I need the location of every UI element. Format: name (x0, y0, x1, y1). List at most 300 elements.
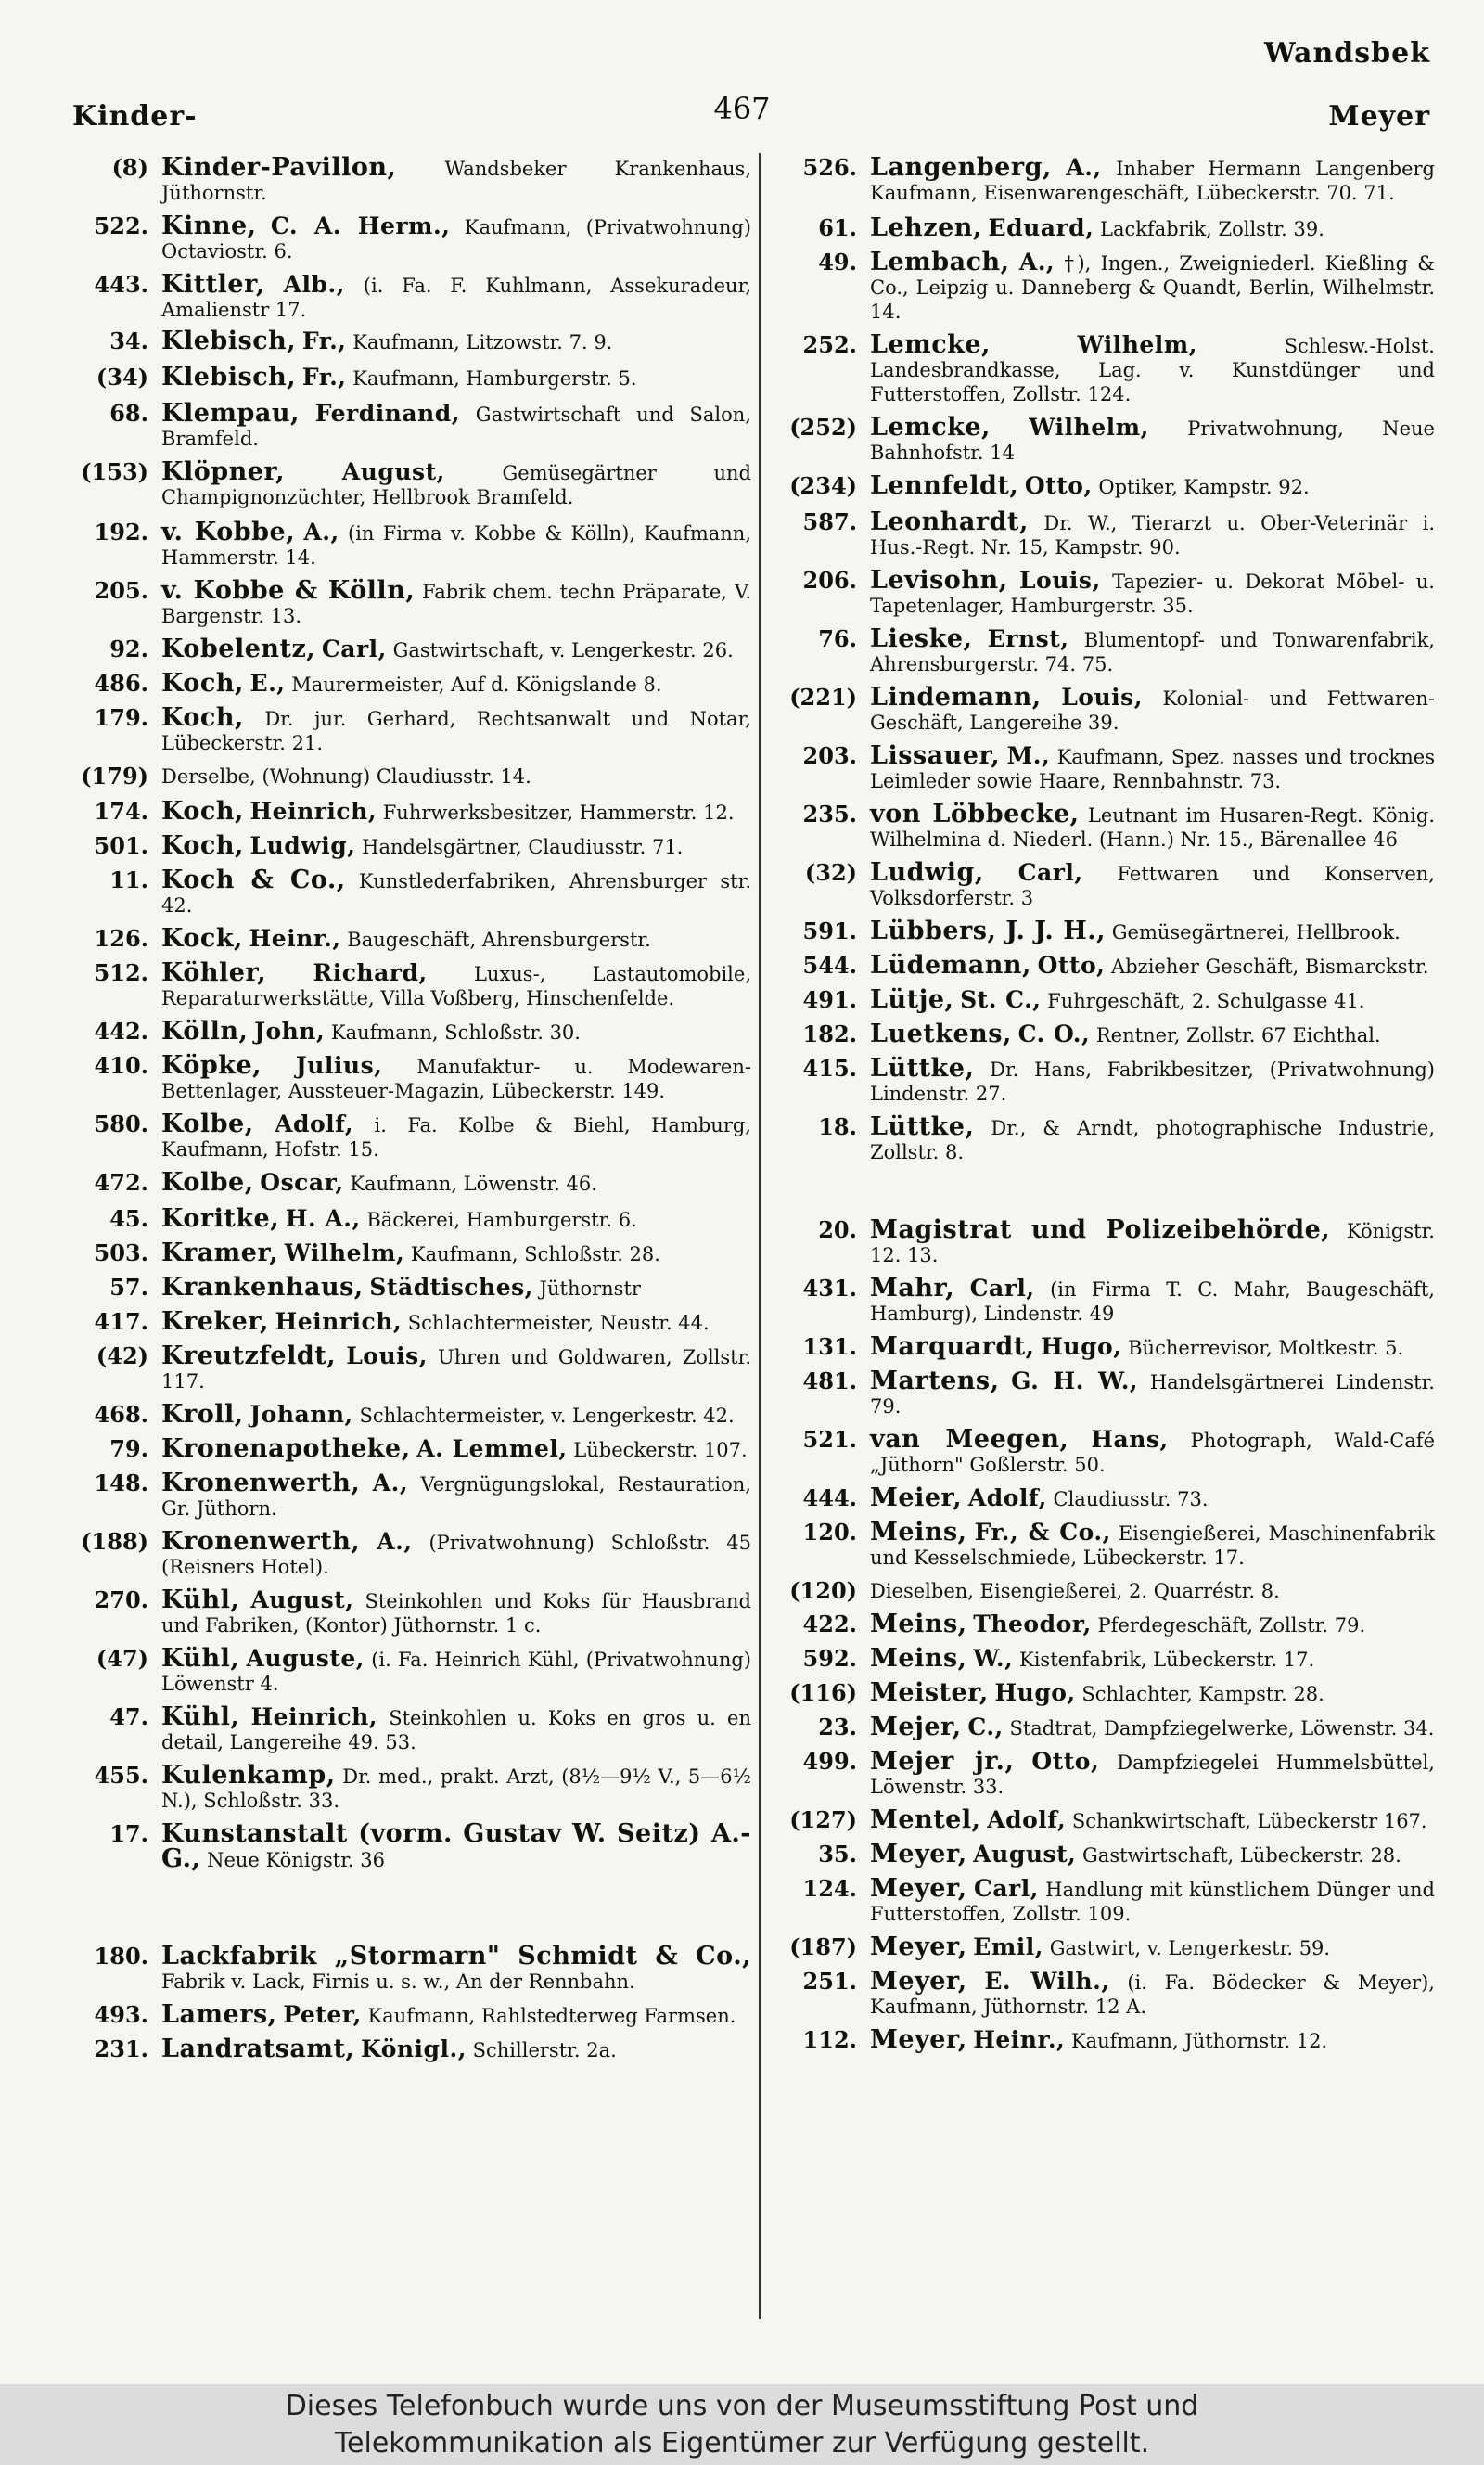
entry-details: Tapezier- u. Dekorat Möbel- u. Tapetenlager, Hamburgerstr. 35. (870, 571, 1435, 617)
entry-text (870, 1715, 1435, 1740)
entry-text (161, 1017, 751, 1046)
entry-name: Ludwig, (870, 858, 984, 887)
entry-given-name: C. O., (1017, 1021, 1091, 1047)
entry-phone-number: 124. (802, 1875, 857, 1902)
entry-given-name: Otto, (1037, 952, 1106, 979)
entry-given-name: Auguste, (246, 1645, 365, 1672)
entry-given-name: G. H. W., (1011, 1367, 1139, 1394)
entry-details: Kaufmann, Jüthornstr. 12. (1070, 2030, 1328, 2052)
entry-details: Handelsgärtner, Claudiusstr. 71. (362, 836, 684, 858)
entry-details: Dr. jur. Gerhard, Rechtsanwalt und Notar, Lübeckerstr. 21. (161, 708, 751, 754)
entry-name: Lüttke, (870, 1054, 975, 1083)
entry-phone-number: (153) (81, 458, 148, 485)
entry-text (870, 741, 1435, 793)
directory-entry (772, 1518, 1435, 1570)
entry-phone-number: 486. (94, 670, 148, 697)
entry-given-name: Johann, (249, 1401, 353, 1428)
entry-text (161, 520, 751, 570)
entry-phone-number: 35. (818, 1841, 857, 1868)
entry-phone-number: 481. (802, 1367, 857, 1394)
entry-given-name: Heinrich, (249, 798, 377, 825)
entry-phone-number: 20. (818, 1216, 857, 1243)
entry-text (870, 1842, 1435, 1868)
entry-details: Maurermeister, Auf d. Königslande 8. (291, 674, 662, 696)
entry-text (161, 924, 751, 953)
entry-details: Kaufmann, Schloßstr. 28. (410, 1243, 660, 1265)
directory-entry (772, 1215, 1435, 1267)
entry-details: Neue Königstr. 36 (207, 1849, 385, 1871)
entry-given-name: A., (1066, 154, 1102, 181)
entry-text (161, 637, 751, 662)
entry-text (161, 153, 751, 205)
entry-details: Bücherrevisor, Moltkestr. 5. (1128, 1337, 1404, 1359)
entry-given-name: Fr., (301, 327, 347, 354)
entry-phone-number: 468. (94, 1401, 148, 1428)
entry-given-name: Carl, (321, 636, 387, 662)
entry-text (161, 363, 751, 392)
entry-details: Baugeschäft, Ahrensburgerstr. (347, 929, 651, 951)
entry-name: Meins, (870, 1644, 967, 1673)
directory-entry (772, 1678, 1435, 1707)
directory-entry (772, 741, 1435, 793)
entry-name: Lemcke, (870, 413, 991, 442)
entry-details: Kaufmann, Schloßstr. 30. (330, 1021, 581, 1044)
entry-details: Gastwirtschaft und Salon, Bramfeld. (161, 404, 751, 450)
entry-name: Lemcke, (870, 330, 991, 359)
entry-text (161, 1307, 751, 1336)
entry-text (870, 1332, 1435, 1361)
entry-name: Levisohn, (870, 566, 1008, 595)
entry-phone-number: 472. (94, 1169, 148, 1196)
directory-entry (772, 1274, 1435, 1326)
entry-name: Magistrat und Polizeibehörde, (870, 1215, 1331, 1244)
entry-given-name: E. Wilh., (984, 1968, 1110, 1995)
entry-text (161, 1942, 751, 1994)
entry-name: Mahr, (870, 1274, 955, 1303)
entry-name: Landratsamt, (161, 2035, 355, 2063)
entry-text (870, 1874, 1435, 1926)
entry-details: Rentner, Zollstr. 67 Eichthal. (1095, 1024, 1381, 1046)
entry-phone-number: 23. (818, 1714, 857, 1740)
footer-line-2: Telekommunikation als Eigentümer zur Verfügung gestellt. (334, 2427, 1150, 2459)
entry-given-name: Hugo, (1041, 1333, 1122, 1360)
entry-text (161, 1644, 751, 1696)
entry-name: Kulenkamp, (161, 1761, 336, 1790)
entry-name: Meins, (870, 1518, 967, 1547)
entry-name: Lissauer, (870, 741, 1001, 770)
entry-name: Meins, (870, 1610, 967, 1638)
entry-phone-number: 49. (818, 249, 857, 276)
directory-entry (772, 213, 1435, 242)
entry-phone-number: 503. (94, 1239, 148, 1266)
entry-name: Lembach, (870, 248, 1010, 276)
directory-entry (772, 153, 1435, 205)
entry-phone-number: 203. (802, 742, 857, 769)
entry-text (870, 330, 1435, 406)
entry-details: Fettwaren und Konserven, Volksdorferstr. 3 (870, 863, 1435, 909)
entry-details: Photograph, Wald-Café „Jüthorn" Goßlerstr. 50. (870, 1430, 1435, 1476)
directory-entry (772, 1112, 1435, 1164)
entry-given-name: Hugo, (994, 1679, 1076, 1706)
entry-phone-number: 131. (802, 1333, 857, 1360)
entry-given-name: A., (372, 1470, 409, 1496)
entry-name: Köpke, (161, 1051, 262, 1080)
entry-name: Lindemann, (870, 683, 1042, 712)
entry-text (161, 1702, 751, 1754)
entry-phone-number: 493. (94, 2001, 148, 2028)
entry-name: Köhler, (161, 958, 267, 987)
entry-given-name: Emil, (973, 1933, 1043, 1960)
entry-details: Manufaktur- u. Modewaren-Bettenlager, Aussteuer-Magazin, Lübeckerstr. 149. (161, 1056, 751, 1102)
entry-phone-number: 112. (802, 2026, 857, 2053)
entry-phone-number: 444. (802, 1484, 857, 1511)
entry-name: Kühl, (161, 1644, 240, 1673)
entry-name: Kreutzfeldt, (161, 1342, 337, 1370)
entry-name: Koch, (161, 797, 244, 826)
entry-phone-number: 11. (109, 867, 148, 893)
entry-phone-number: 92. (109, 636, 148, 662)
entry-details: Gastwirt, v. Lengerkestr. 59. (1049, 1937, 1331, 1959)
directory-entry (56, 1168, 751, 1197)
entry-details: Leutnant im Husaren-Regt. König. Wilhelmina d. Niederl. (Hann.) Nr. 15., Bärenallee 46 (870, 804, 1435, 851)
entry-given-name: Alb., (283, 271, 345, 298)
entry-phone-number: 79. (109, 1435, 148, 1462)
entry-name: Langenberg, (870, 153, 1052, 182)
entry-details: Schlachtermeister, Neustr. 44. (407, 1312, 710, 1334)
entry-text (870, 1678, 1435, 1707)
directory-entry (56, 1273, 751, 1302)
entry-phone-number: (179) (81, 763, 148, 790)
entry-details: Gastwirtschaft, Lübeckerstr. 28. (1082, 1844, 1401, 1867)
entry-details: (i. Fa. Heinrich Kühl, (Privatwohnung) Löwenstr 4. (161, 1649, 751, 1695)
entry-phone-number: (252) (789, 414, 857, 441)
entry-phone-number: (234) (789, 472, 857, 499)
entry-details: Inhaber Hermann Langenberg Kaufmann, Eisenwarengeschäft, Lübeckerstr. 70. 71. (870, 158, 1435, 204)
directory-entry (772, 1932, 1435, 1961)
directory-entry (56, 399, 751, 451)
directory-entry (772, 1483, 1435, 1512)
directory-entry (772, 802, 1435, 852)
entry-text (870, 985, 1435, 1014)
directory-entry (56, 1471, 751, 1521)
entry-name: Lackfabrik „Stormarn" Schmidt & Co., (161, 1942, 751, 1971)
directory-entry (56, 1702, 751, 1754)
directory-entry (56, 1588, 751, 1637)
entry-details: Handlung mit künstlichem Dünger und Futterstoffen, Zollstr. 109. (870, 1879, 1435, 1925)
entry-given-name: Wilhelm, (1029, 414, 1149, 441)
entry-name: Kroll, (161, 1400, 244, 1429)
entry-details: Dampfziegelei Hummelsbüttel, Löwenstr. 33. (870, 1752, 1435, 1798)
header-city: Wandsbek (1263, 37, 1430, 70)
entry-details: (in Firma T. C. Mahr, Baugeschäft, Hamburg), Lindenstr. 49 (870, 1278, 1435, 1325)
entry-text (161, 1241, 751, 1266)
entry-text (870, 153, 1435, 205)
entry-phone-number: 174. (94, 798, 148, 825)
entry-text (161, 669, 751, 698)
directory-entry (772, 250, 1435, 324)
entry-text (161, 797, 751, 826)
entry-given-name: Hans, (1091, 1426, 1169, 1453)
directory-entry (772, 2025, 1435, 2054)
entry-given-name: Carl, (1017, 859, 1083, 886)
entry-text (161, 1168, 751, 1197)
entry-text (161, 2037, 751, 2062)
entry-name: Klempau, (161, 399, 300, 428)
entry-given-name: E., (249, 670, 286, 697)
entry-phone-number: (120) (789, 1577, 857, 1604)
entry-given-name: A. Lemmel, (416, 1435, 568, 1462)
directory-entry (772, 1874, 1435, 1926)
entry-phone-number: 270. (94, 1586, 148, 1613)
entry-name: Marquardt, (870, 1332, 1035, 1361)
entry-details: i. Fa. Kolbe & Biehl, Hamburg, Kaufmann, Hofstr. 15. (161, 1114, 751, 1161)
entry-details: (i. Fa. F. Kuhlmann, Assekuradeur, Amalienstr 17. (161, 275, 751, 321)
entry-details: Fabrik chem. techn Präparate, V. Bargenstr. 13. (161, 581, 751, 627)
entry-text (161, 2000, 751, 2029)
entry-details: Schlachter, Kampstr. 28. (1081, 1683, 1324, 1705)
entry-phone-number: 415. (802, 1055, 857, 1082)
entry-name: Kronenwerth, (161, 1527, 361, 1556)
entry-name: Kühl, (161, 1586, 240, 1614)
entry-given-name: Louis, (1018, 567, 1101, 594)
entry-given-name: Peter, (283, 2001, 362, 2028)
entry-given-name: Ludwig, (249, 832, 356, 859)
column-divider (759, 153, 761, 2319)
page-number: 467 (713, 91, 771, 126)
entry-phone-number: (221) (789, 684, 857, 711)
entry-details: Schillerstr. 2a. (472, 2039, 617, 2061)
entry-name: Klebisch, (161, 327, 297, 355)
directory-entry (772, 951, 1435, 980)
entry-given-name: Heinrich, (275, 1308, 403, 1335)
entry-details: Kaufmann, Litzowstr. 7. 9. (352, 331, 613, 353)
directory-entry (772, 1842, 1435, 1868)
entry-phone-number: (42) (96, 1342, 148, 1369)
entry-text (161, 1400, 751, 1429)
entry-text (870, 1967, 1435, 2019)
directory-entry (56, 1112, 751, 1162)
directory-entry (56, 764, 751, 789)
entry-details: Kaufmann, Löwenstr. 46. (350, 1173, 597, 1195)
directory-entry (56, 2037, 751, 2062)
entry-text (161, 457, 751, 509)
entry-name: Kreker, (161, 1307, 269, 1336)
directory-entry (772, 1805, 1435, 1834)
entry-phone-number: (188) (81, 1528, 148, 1555)
directory-entry (56, 576, 751, 628)
entry-given-name: Adolf, (967, 1484, 1047, 1511)
entry-details: Blumentopf- und Tonwarenfabrik, Ahrensburgerstr. 74. 75. (870, 629, 1435, 675)
directory-entry (56, 520, 751, 570)
entry-name: v. Kobbe & Kölln, (161, 576, 416, 605)
entry-name: Kölln, (161, 1017, 249, 1046)
entry-phone-number: (116) (789, 1679, 857, 1706)
entry-given-name: August, (250, 1586, 354, 1613)
entry-details: Derselbe, (Wohnung) Claudiusstr. 14. (161, 765, 531, 788)
entry-given-name: Fr., (301, 364, 347, 391)
entry-phone-number: (34) (96, 364, 148, 391)
entry-details: Abzieher Geschäft, Bismarckstr. (1111, 956, 1429, 978)
entry-text (161, 576, 751, 628)
entry-details: Kistenfabrik, Lübeckerstr. 17. (1019, 1649, 1315, 1671)
entry-details: Vergnügungslokal, Restauration, Gr. Jüthorn. (161, 1473, 751, 1520)
entry-name: v. Kobbe, (161, 518, 296, 546)
entry-name: von Löbbecke, (870, 800, 1080, 828)
directory-entry (56, 1051, 751, 1103)
directory-entry (56, 329, 751, 354)
directory-entry (772, 1612, 1435, 1637)
entry-name: Leonhardt, (870, 507, 1029, 536)
entry-given-name: C. A. Herm., (270, 212, 451, 239)
entry-phone-number: (187) (789, 1933, 857, 1960)
entry-text (870, 1112, 1435, 1164)
entry-text (870, 1369, 1435, 1419)
directory-entry (56, 2000, 751, 2029)
entry-phone-number: 580. (94, 1111, 148, 1137)
directory-entry (772, 624, 1435, 676)
entry-details: Gemüsegärtner und Champignonzüchter, Hellbrook Bramfeld. (161, 462, 751, 508)
entry-phone-number: 592. (802, 1645, 857, 1672)
entry-name: Lehzen, (870, 213, 982, 242)
entry-given-name: C., (967, 1714, 1004, 1740)
directory-entry (56, 703, 751, 755)
directory-entry (56, 1644, 751, 1696)
entry-details: Steinkohlen u. Koks en gros u. en detail, Langereihe 49. 53. (161, 1707, 751, 1753)
entry-phone-number: 126. (94, 925, 148, 952)
entry-name: Krankenhaus, (161, 1273, 364, 1302)
directory-entry (56, 270, 751, 322)
entry-phone-number: 235. (802, 801, 857, 828)
directory-entry (772, 413, 1435, 465)
entry-phone-number: 443. (94, 271, 148, 298)
directory-entry (772, 919, 1435, 944)
entry-text (870, 1579, 1435, 1603)
entry-given-name: Ferdinand, (314, 400, 460, 427)
entry-phone-number: 587. (802, 508, 857, 535)
directory-entry (56, 958, 751, 1010)
directory-entry (56, 924, 751, 953)
entry-text (161, 1527, 751, 1579)
entry-phone-number: 206. (802, 567, 857, 594)
entry-details: Pferdegeschäft, Zollstr. 79. (1097, 1614, 1366, 1637)
directory-entry (772, 1644, 1435, 1673)
directory-entry (56, 1942, 751, 1994)
entry-details: Kaufmann, Rahlstedterweg Farmsen. (367, 2005, 736, 2027)
entry-details: Kaufmann, Hamburgerstr. 5. (352, 367, 637, 390)
entry-phone-number: 591. (802, 918, 857, 944)
entry-name: Mejer jr., (870, 1747, 1015, 1776)
entry-details: Wandsbeker Krankenhaus, Jüthornstr. (161, 158, 751, 204)
entry-text (870, 919, 1435, 944)
entry-phone-number: 57. (109, 1274, 148, 1301)
entry-given-name: Heinrich, (250, 1703, 377, 1730)
directory-entry (56, 1819, 751, 1873)
entry-name: Koch, (161, 669, 244, 698)
entry-phone-number: 179. (94, 704, 148, 731)
entry-name: Meyer, (870, 1840, 967, 1868)
directory-entry (772, 566, 1435, 618)
entry-details: Kunstlederfabriken, Ahrensburger str. 42. (161, 870, 751, 917)
entry-text (161, 1112, 751, 1162)
directory-entry (56, 457, 751, 509)
entry-text (870, 471, 1435, 500)
directory-entry (772, 1425, 1435, 1477)
entry-details: Dieselben, Eisengießerei, 2. Quarréstr. 8. (870, 1580, 1280, 1602)
entry-text (161, 1588, 751, 1637)
directory-entry (56, 831, 751, 860)
entry-given-name: Eduard, (988, 214, 1094, 241)
entry-text (870, 1425, 1435, 1477)
directory-entry (772, 1332, 1435, 1361)
directory-entry (772, 1967, 1435, 2019)
entry-text (870, 1518, 1435, 1570)
entry-given-name: Theodor, (973, 1611, 1092, 1637)
entry-text (161, 214, 751, 263)
directory-entry (772, 1369, 1435, 1419)
entry-name: Koch & Co., (161, 866, 346, 894)
entry-name: Kronenwerth, (161, 1469, 361, 1497)
entry-name: Kramer, (161, 1239, 279, 1267)
entry-given-name: Richard, (313, 959, 428, 986)
entry-name: Lennfeldt, (870, 471, 1019, 500)
entry-text (161, 1051, 751, 1103)
entry-text (870, 1215, 1435, 1267)
entry-phone-number: 148. (94, 1470, 148, 1496)
entry-text (161, 1434, 751, 1463)
entry-given-name: M., (1006, 742, 1051, 769)
entry-phone-number: 521. (802, 1426, 857, 1453)
entry-phone-number: 499. (802, 1748, 857, 1775)
entry-text (870, 1805, 1435, 1834)
entry-phone-number: 18. (818, 1113, 857, 1140)
entry-name: Lieske, (870, 624, 973, 653)
entry-text (161, 703, 751, 755)
entry-phone-number: 417. (94, 1308, 148, 1335)
entry-phone-number: 17. (109, 1820, 148, 1847)
entry-text (870, 213, 1435, 242)
directory-entry (772, 471, 1435, 500)
directory-entry (772, 985, 1435, 1014)
entry-details: Dr., & Arndt, photographische Industrie, Zollstr. 8. (870, 1117, 1435, 1163)
entry-details: Bäckerei, Hamburgerstr. 6. (366, 1209, 637, 1231)
entry-given-name: Adolf, (275, 1111, 354, 1137)
entry-details: (Privatwohnung) Schloßstr. 45 (Reisners Hotel). (161, 1532, 751, 1578)
entry-details: Dr. W., Tierarzt u. Ober-Veterinär i. Hus.-Regt. Nr. 15, Kampstr. 90. (870, 512, 1435, 558)
entry-name: Klöpner, (161, 457, 286, 486)
entry-text (870, 1612, 1435, 1637)
directory-entry (56, 214, 751, 263)
entry-given-name: August, (973, 1841, 1077, 1868)
directory-entry (56, 797, 751, 826)
entry-text (870, 566, 1435, 618)
entry-details: Kolonial- und Fettwaren-Geschäft, Langereihe 39. (870, 687, 1435, 734)
entry-phone-number: 182. (802, 1021, 857, 1047)
entry-name: Lübbers, J. J. H., (870, 917, 1107, 945)
entry-phone-number: 205. (94, 577, 148, 604)
entry-given-name: Ernst, (987, 625, 1069, 652)
entry-name: Meyer, (870, 1967, 967, 1996)
entry-phone-number: 45. (109, 1205, 148, 1232)
entry-details: Gemüsegärtnerei, Hellbrook. (1111, 921, 1401, 944)
entry-details: Stadtrat, Dampfziegelwerke, Löwenstr. 34. (1009, 1717, 1435, 1740)
entry-details: Dr. Hans, Fabrikbesitzer, (Privatwohnung) Lindenstr. 27. (870, 1059, 1435, 1105)
entry-given-name: St. C., (960, 986, 1042, 1013)
entry-given-name: Otto, (1024, 472, 1093, 499)
entry-details: Eisengießerei, Maschinenfabrik und Kesselschmiede, Lübeckerstr. 17. (870, 1522, 1435, 1569)
entry-name: Lütje, (870, 985, 954, 1014)
entry-given-name: A., (377, 1528, 413, 1555)
entry-text (161, 958, 751, 1010)
